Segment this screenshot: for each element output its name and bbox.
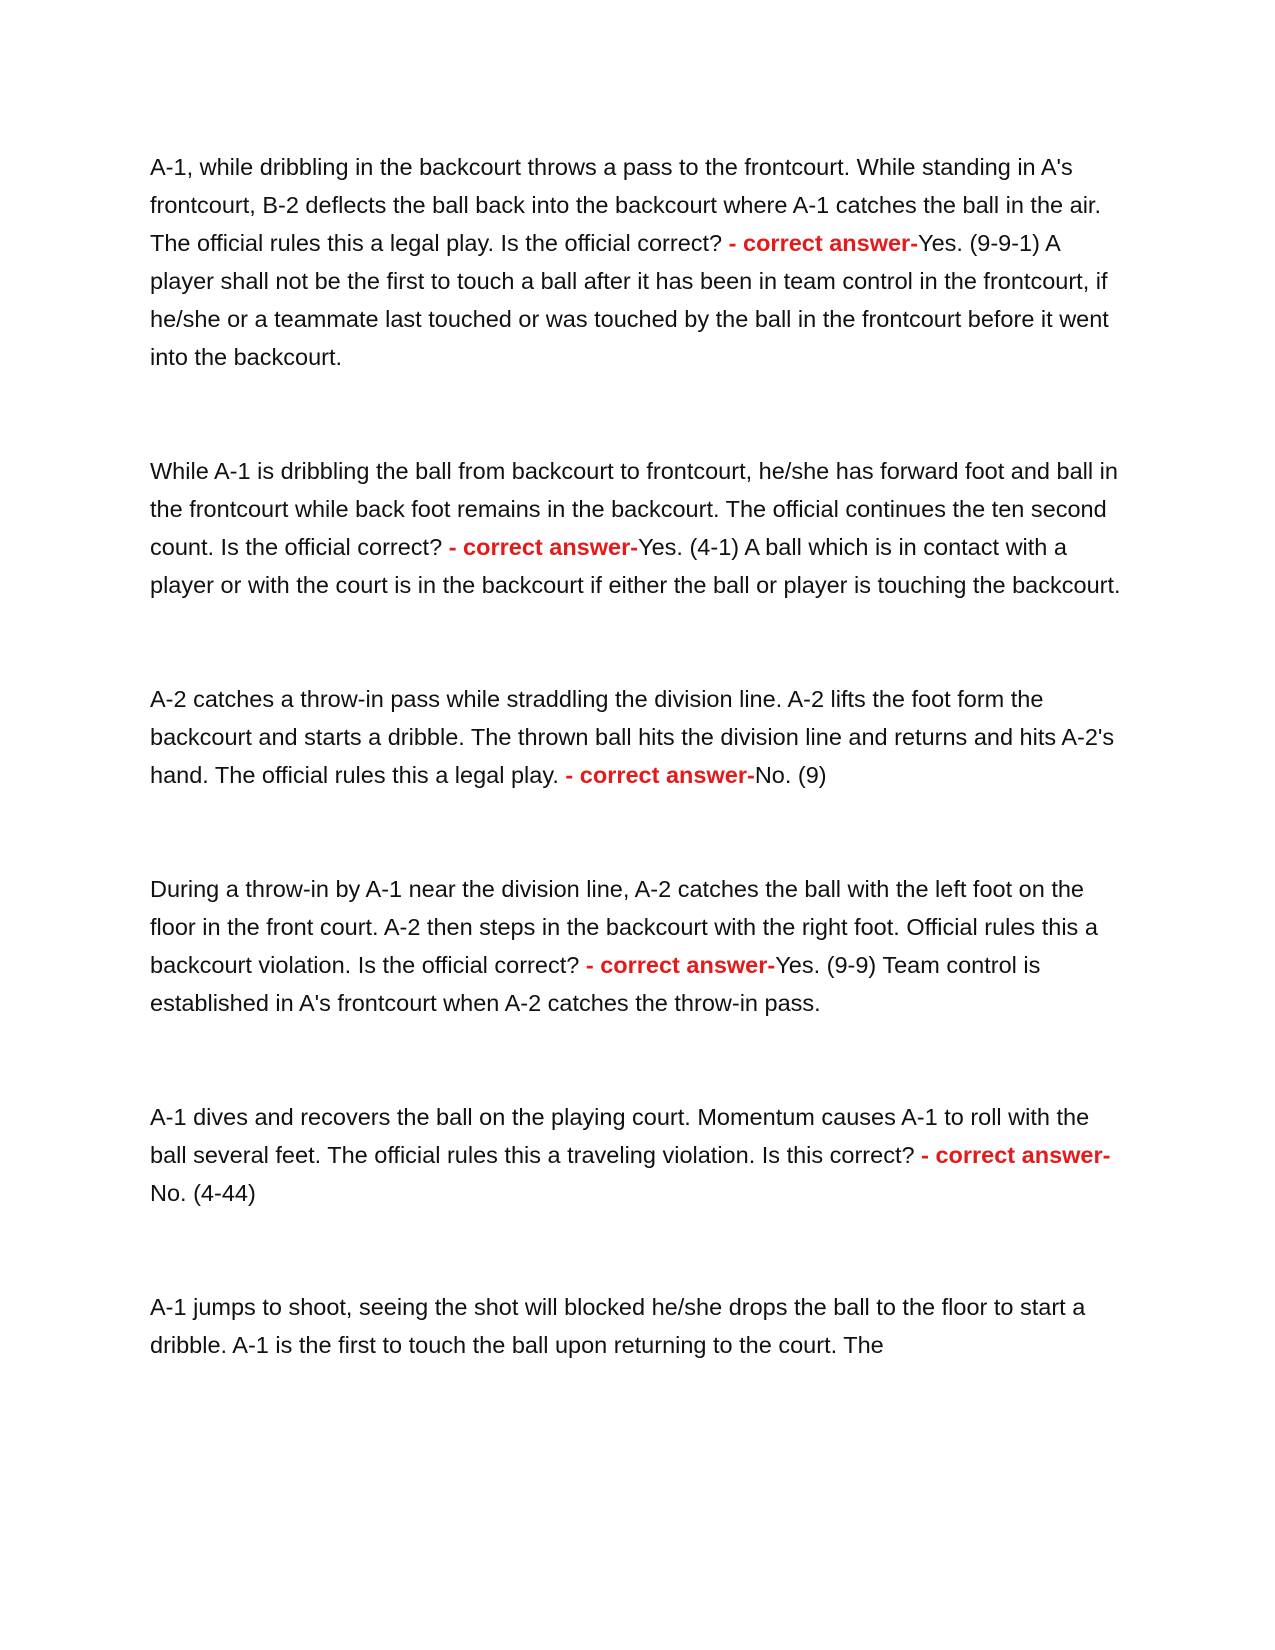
qa-item xyxy=(150,1098,1130,1212)
correct-answer-marker: - correct answer- xyxy=(565,762,755,788)
answer-text: No. (9) xyxy=(754,762,827,788)
document-content xyxy=(150,148,1130,1364)
correct-answer-marker: - correct answer- xyxy=(728,230,919,256)
qa-item xyxy=(150,452,1130,604)
answer-text: Yes. (4-1) A ball which is in contact with a player or with the court is in the backcourt if either the ball or player is touching the backcourt. xyxy=(150,534,1121,598)
correct-answer-marker: - correct answer- xyxy=(585,952,776,978)
question-text: A-2 catches a throw-in pass while straddling the division line. A-2 lifts the foot form the backcourt and starts a dribble. The thrown ball hits the division line and returns and hits A-2's hand. The official rules this a legal play. xyxy=(150,686,1115,788)
correct-answer-marker: - correct answer- xyxy=(921,1142,1111,1168)
qa-item xyxy=(150,1288,1130,1364)
answer-text: Yes. (9-9) Team control is established in A's frontcourt when A-2 catches the throw-in pass. xyxy=(150,952,1041,1016)
answer-text: Yes. (9-9-1) A player shall not be the first to touch a ball after it has been in team control in the frontcourt, if he/she or a teammate last touched or was touched by the ball in the frontcourt before it went into the backcourt. xyxy=(150,230,1109,370)
question-text: A-1 dives and recovers the ball on the playing court. Momentum causes A-1 to roll with the ball several feet. The official rules this a traveling violation. Is this correct? xyxy=(150,1104,1090,1168)
qa-item xyxy=(150,680,1130,794)
question-text: During a throw-in by A-1 near the division line, A-2 catches the ball with the left foot on the floor in the front court. A-2 then steps in the backcourt with the right foot. Official rules this a backcourt violation. Is the official correct? xyxy=(150,876,1098,978)
qa-item xyxy=(150,148,1130,376)
answer-text: No. (4-44) xyxy=(150,1180,256,1206)
correct-answer-marker: - correct answer- xyxy=(448,534,639,560)
question-text: A-1 jumps to shoot, seeing the shot will blocked he/she drops the ball to the floor to start a dribble. A-1 is the first to touch the ball upon returning to the court. The xyxy=(150,1294,1086,1358)
qa-item xyxy=(150,870,1130,1022)
question-text: A-1, while dribbling in the backcourt throws a pass to the frontcourt. While standing in A's frontcourt, B-2 deflects the ball back into the backcourt where A-1 catches the ball in the air. The official rules this a legal play. Is the official correct? xyxy=(150,154,1101,256)
question-text: While A-1 is dribbling the ball from backcourt to frontcourt, he/she has forward foot and ball in the frontcourt while back foot remains in the backcourt. The official continues the ten second count. Is the official correct? xyxy=(150,458,1118,560)
